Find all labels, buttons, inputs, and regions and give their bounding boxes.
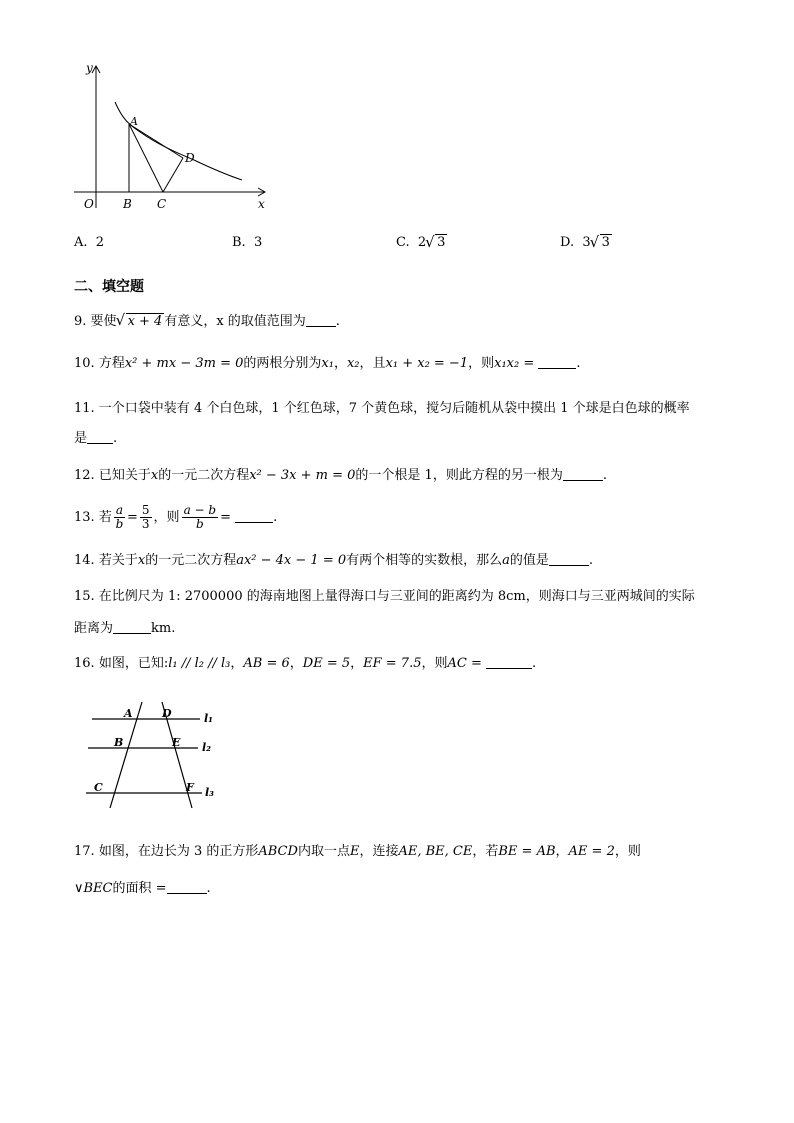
question-12: 12. 已知关于x的一元二次方程x² − 3x + m = 0的一个根是 1，则此方程的另一根为 . bbox=[74, 468, 607, 483]
q14-answer-blank[interactable] bbox=[549, 552, 589, 566]
option-b-value: 3 bbox=[253, 235, 263, 250]
option-d-letter: D. bbox=[560, 235, 575, 250]
parallel-lines-figure bbox=[82, 700, 222, 810]
label-d: D bbox=[185, 151, 195, 165]
question-17-line-2: ∨BEC的面积 = . bbox=[74, 881, 211, 896]
segment-cd bbox=[163, 158, 183, 192]
option-b-letter: B. bbox=[232, 235, 246, 250]
label-a: A bbox=[124, 707, 133, 720]
label-b: B bbox=[123, 197, 132, 211]
q15-answer-blank[interactable] bbox=[113, 620, 151, 634]
option-d-coef: 3 bbox=[582, 235, 591, 250]
hyperbola-figure bbox=[70, 58, 280, 218]
option-c[interactable] bbox=[396, 235, 447, 250]
q13-frac-1: $\frac{a}{b}$ bbox=[115, 503, 124, 531]
label-b: B bbox=[114, 736, 124, 749]
option-b[interactable] bbox=[232, 235, 262, 250]
q10-answer-blank[interactable] bbox=[538, 355, 576, 369]
option-c-coef: 2 bbox=[417, 235, 427, 250]
question-11-line-1: 11. 一个口袋中装有 4 个白色球，1 个红色球，7 个黄色球，搅匀后随机从袋中摸出 1 个球是白色球的概率 bbox=[74, 401, 690, 416]
label-x: x bbox=[258, 197, 265, 211]
q11-answer-blank[interactable] bbox=[87, 430, 113, 444]
q13-frac-3: $\frac{a - b}{b}$ bbox=[183, 503, 217, 531]
question-16: 16. 如图，已知:l₁ // l₂ // l₃，AB = 6，DE = 5，EF = 7.5，则AC = . bbox=[74, 656, 537, 671]
label-l3: l₃ bbox=[205, 786, 214, 799]
q12-answer-blank[interactable] bbox=[563, 467, 603, 481]
question-11-line-2: 是 . bbox=[74, 431, 118, 446]
label-a: A bbox=[130, 115, 138, 128]
label-d: D bbox=[162, 707, 172, 720]
option-d[interactable] bbox=[560, 235, 612, 250]
label-e: E bbox=[172, 736, 181, 749]
q13-answer-blank[interactable] bbox=[235, 509, 273, 523]
option-c-sqrt: √ 3 bbox=[426, 235, 447, 250]
question-13: 13. 若 $\frac{a}{b}$ = $\frac{5}{3}$ ，则 $\frac{a - b}{b}$ = . bbox=[74, 503, 278, 531]
option-d-sqrt: √ 3 bbox=[591, 235, 612, 250]
hyperbola-curve bbox=[115, 102, 242, 180]
option-a[interactable] bbox=[74, 235, 104, 250]
label-c: C bbox=[157, 197, 167, 211]
question-15-line-2: 距离为 km. bbox=[74, 621, 176, 636]
question-14: 14. 若关于x的一元二次方程ax² − 4x − 1 = 0有两个相等的实数根，那么a的值是 . bbox=[74, 553, 594, 568]
label-f: F bbox=[186, 781, 194, 794]
option-a-letter: A. bbox=[74, 235, 88, 250]
section-title: 二、填空题 bbox=[74, 279, 144, 295]
q17-answer-blank[interactable] bbox=[167, 880, 207, 894]
q13-frac-2: $\frac{5}{3}$ bbox=[141, 503, 150, 531]
option-c-letter: C. bbox=[396, 235, 410, 250]
q9-answer-blank[interactable] bbox=[306, 313, 336, 327]
question-17-line-1: 17. 如图，在边长为 3 的正方形ABCD内取一点E，连接AE, BE, CE，若BE = AB，AE = 2，则 bbox=[74, 844, 641, 859]
q16-answer-blank[interactable] bbox=[486, 655, 532, 669]
question-9: 9. 要使√ x + 4 有意义，x 的取值范围为 . bbox=[74, 313, 340, 331]
question-15-line-1: 15. 在比例尺为 1: 2700000 的海南地图上量得海口与三亚间的距离约为 8cm，则海口与三亚两城间的实际 bbox=[74, 589, 695, 604]
question-10: 10. 方程x² + mx − 3m = 0的两根分别为x₁，x₂，且x₁ + x₂ = −1，则x₁x₂ = . bbox=[74, 356, 581, 371]
label-l2: l₂ bbox=[202, 741, 211, 754]
option-a-value: 2 bbox=[95, 235, 105, 250]
label-o: O bbox=[84, 197, 94, 211]
label-c: C bbox=[94, 781, 103, 794]
q9-sqrt: √ x + 4 bbox=[117, 313, 165, 331]
label-y: y bbox=[86, 61, 93, 75]
label-l1: l₁ bbox=[204, 712, 213, 725]
